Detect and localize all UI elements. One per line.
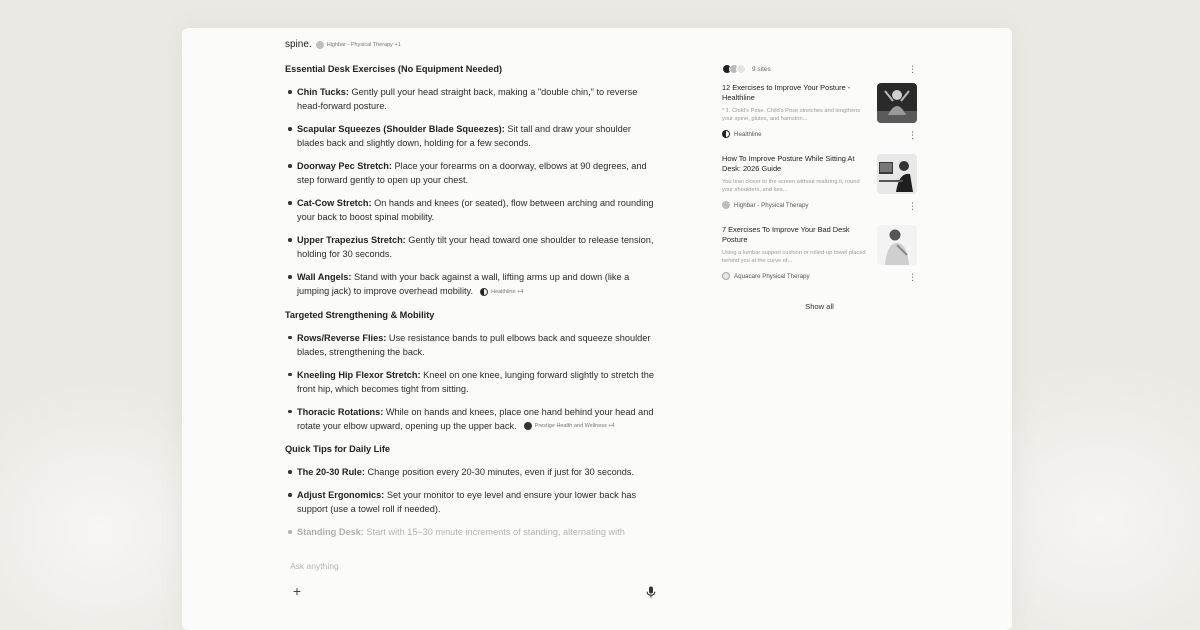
list-item: Thoracic Rotations: While on hands and knees, place one hand behind your head and rotate your elbow upward, opening up the upper back. Prestige Health and Wellness +4 [285, 405, 660, 434]
prestige-icon [524, 422, 532, 430]
healthline-icon [480, 288, 488, 296]
citation-chip[interactable]: Healthline +4 [476, 285, 524, 299]
source-favicons [722, 64, 743, 74]
plus-icon: + [292, 583, 302, 599]
list-item: Kneeling Hip Flexor Stretch: Kneel on one knee, lunging forward slightly to stretch the front hip, which becomes tight from sitting. [285, 368, 660, 396]
list-item: The 20-30 Rule: Change position every 20-30 minutes, even if just for 30 seconds. [285, 465, 660, 479]
source-thumbnail[interactable] [877, 154, 917, 194]
source-site: Highbar - Physical Therapy [722, 201, 809, 209]
list-item: Scapular Squeezes (Shoulder Blade Squeezes): Sit tall and draw your shoulder blades back and slightly down, holding for a few seconds. [285, 122, 660, 150]
more-options-icon[interactable]: ⋮ [908, 201, 917, 211]
sources-count: 9 sites [752, 65, 771, 73]
more-options-icon[interactable]: ⋮ [908, 272, 917, 282]
list-item: Adjust Ergonomics: Set your monitor to eye level and ensure your lower back has support (use a towel roll if needed). [285, 488, 660, 516]
show-all-button[interactable]: Show all [805, 302, 834, 311]
ask-input[interactable]: Ask anything [290, 561, 339, 571]
microphone-icon [644, 585, 658, 599]
section-heading: Targeted Strengthening & Mobility [285, 309, 435, 320]
source-title[interactable]: 7 Exercises To Improve Your Bad Desk Posture [722, 225, 850, 244]
source-title[interactable]: 12 Exercises to Improve Your Posture - Healthline [722, 83, 851, 102]
source-site: Healthline [722, 130, 762, 138]
source-snippet: You lean closer to the screen without realizing it, round your shoulders, and kee... [722, 179, 860, 193]
list-item: Doorway Pec Stretch: Place your forearms on a doorway, elbows at 90 degrees, and step forward gently to open up your chest. [285, 159, 660, 187]
source-card[interactable] [722, 154, 917, 225]
more-options-icon[interactable]: ⋮ [908, 130, 917, 140]
list-item: Standing Desk: Start with 15–30 minute increments of standing, alternating with [285, 525, 660, 539]
aquacare-icon [736, 64, 746, 74]
more-options-icon[interactable]: ⋮ [908, 64, 917, 74]
add-attachment-button[interactable] [290, 584, 304, 598]
sources-header[interactable] [722, 62, 917, 76]
citation-chip[interactable]: Prestige Health and Wellness +4 [519, 419, 614, 433]
source-snippet: * 1. Child's Pose. Child's Pose stretches and lengthens your spine, glutes, and hamstrin... [722, 108, 861, 122]
section-heading: Essential Desk Exercises (No Equipment Needed) [285, 64, 503, 74]
ai-answer-panel [182, 28, 1012, 630]
source-snippet: Using a lumbar support cushion or rolled-up towel placed behind you at the curve of... [722, 250, 866, 264]
healthline-icon [722, 130, 730, 138]
list-item: Cat-Cow Stretch: On hands and knees (or seated), flow between arching and rounding your back to boost spinal mobility. [285, 196, 660, 224]
voice-input-button[interactable] [644, 585, 658, 599]
sources-panel [722, 62, 917, 296]
source-site: Aquacare Physical Therapy [722, 272, 810, 280]
source-thumbnail[interactable] [877, 225, 917, 265]
answer-body [285, 38, 660, 548]
highbar-icon [722, 201, 730, 209]
list-item: Rows/Reverse Flies: Use resistance bands to pull elbows back and squeeze shoulder blades, strengthening the back. [285, 331, 660, 359]
source-favicon-icon [316, 41, 324, 49]
answer-intro [285, 38, 660, 52]
section-heading: Quick Tips for Daily Life [285, 444, 391, 455]
list-item: Wall Angels: Stand with your back against a wall, lifting arms up and down (like a jumping jack) to improve overhead mobility. Healthline +4 [285, 270, 660, 299]
list-item: Upper Trapezius Stretch: Gently tilt your head toward one shoulder to release tension, holding for 30 seconds. [285, 233, 660, 261]
source-card[interactable] [722, 225, 917, 296]
list-item: Chin Tucks: Gently pull your head straight back, making a "double chin," to reverse head-forward posture. [285, 85, 660, 113]
source-title[interactable]: How To Improve Posture While Sitting At Desk: 2026 Guide [722, 154, 855, 173]
aquacare-icon [722, 272, 730, 280]
citation-chip[interactable]: Highbar - Physical Therapy +1 [316, 38, 401, 52]
intro-text: spine. [285, 39, 312, 50]
source-thumbnail[interactable] [877, 83, 917, 123]
source-card[interactable] [722, 83, 917, 154]
